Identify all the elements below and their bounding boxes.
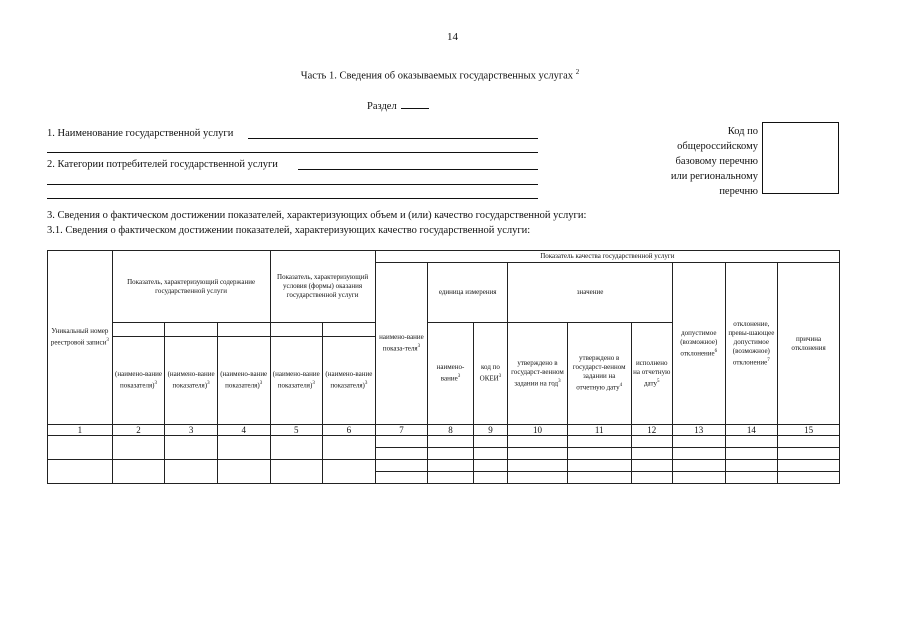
- col-num: 14: [725, 425, 778, 436]
- code-line-5: перечню: [719, 186, 758, 197]
- header-okei-code: код по ОКЕИ$^3$: [473, 323, 507, 425]
- content-sub-2-top: [165, 323, 218, 337]
- content-sub-2: (наимено-вание показателя)$^3$: [165, 337, 218, 425]
- col-num: 1: [48, 425, 113, 436]
- col-num: 4: [217, 425, 270, 436]
- table-row: [48, 436, 840, 448]
- consumer-category-line-3: [47, 198, 538, 199]
- header-allowed-deviation: допустимое (возможное) отклонение$^6$: [672, 263, 725, 425]
- col-num: 13: [672, 425, 725, 436]
- col-num: 3: [165, 425, 218, 436]
- code-line-4: или региональному: [670, 171, 758, 182]
- title-text: Часть 1. Сведения об оказываемых государственных услугах: [300, 70, 574, 82]
- col-num: 5: [270, 425, 323, 436]
- section-3-1-heading: 3.1. Сведения о фактическом достижении показателей, характеризующих качество государственной услуги:: [47, 225, 531, 236]
- section-field: [367, 98, 429, 112]
- header-approved-date: утверждено в государст-венном задании на отчетную дату$^4$: [567, 323, 631, 425]
- quality-indicators-table: [47, 250, 840, 484]
- content-sub-1-top: [112, 323, 165, 337]
- col-num: 10: [508, 425, 568, 436]
- code-box: [762, 122, 839, 194]
- col-num: 11: [567, 425, 631, 436]
- page-number: 14: [447, 31, 458, 43]
- code-line-2: общероссийскому: [677, 141, 758, 152]
- page-title: [0, 68, 880, 82]
- condition-sub-2-top: [323, 323, 376, 337]
- header-unit: единица измерения: [428, 263, 508, 323]
- title-footnote: 2: [575, 68, 580, 76]
- service-name-line: [248, 138, 538, 139]
- table-row: [48, 460, 840, 472]
- condition-sub-2: (наимено-вание показателя)$^3$: [323, 337, 376, 425]
- section-3-heading: 3. Сведения о фактическом достижении показателей, характеризующих объем и (или) качество государственной услуги:: [47, 210, 587, 221]
- service-name-label: 1. Наименование государственной услуги: [47, 128, 234, 139]
- section-blank: [401, 98, 429, 109]
- section-label: Раздел: [367, 101, 397, 112]
- content-sub-3: (наимено-вание показателя)$^3$: [217, 337, 270, 425]
- service-name-line-2: [47, 152, 538, 153]
- col-num: 6: [323, 425, 376, 436]
- header-deviation-reason: причина отклонения: [778, 263, 840, 425]
- code-line-1: Код по: [727, 126, 758, 137]
- col-num: 15: [778, 425, 840, 436]
- header-unique-number: Уникальный номер реестровой записи$^3$: [48, 251, 113, 425]
- column-number-row: [48, 425, 840, 436]
- col-num: 12: [631, 425, 672, 436]
- consumer-category-label: 2. Категории потребителей государственной услуги: [47, 159, 278, 170]
- col-num: 7: [375, 425, 428, 436]
- header-approved-year: утверждено в государст-венном задании на год$^3$: [508, 323, 568, 425]
- header-content-indicator: Показатель, характеризующий содержание государственной услуги: [112, 251, 270, 323]
- code-label: [671, 124, 758, 199]
- col-num: 8: [428, 425, 474, 436]
- header-executed: исполнено на отчетную дату$^5$: [631, 323, 672, 425]
- header-quality-indicator: Показатель качества государственной услуги: [375, 251, 839, 263]
- header-condition-indicator: Показатель, характеризующий условия (формы) оказания государственной услуги: [270, 251, 375, 323]
- content-sub-3-top: [217, 323, 270, 337]
- condition-sub-1-top: [270, 323, 323, 337]
- col-num: 9: [473, 425, 507, 436]
- header-indicator-name: наимено-вание показа-теля$^3$: [375, 263, 428, 425]
- header-unit-name: наимено-вание$^3$: [428, 323, 474, 425]
- code-line-3: базовому перечню: [675, 156, 758, 167]
- consumer-category-line-2: [47, 184, 538, 185]
- col-num: 2: [112, 425, 165, 436]
- header-exceeding-deviation: отклонение, превы-шающее допустимое (возможное) отклонение$^7$: [725, 263, 778, 425]
- content-sub-1: (наимено-вание показателя)$^3$: [112, 337, 165, 425]
- consumer-category-line: [298, 169, 538, 170]
- condition-sub-1: (наимено-вание показателя)$^3$: [270, 337, 323, 425]
- header-value: значение: [508, 263, 673, 323]
